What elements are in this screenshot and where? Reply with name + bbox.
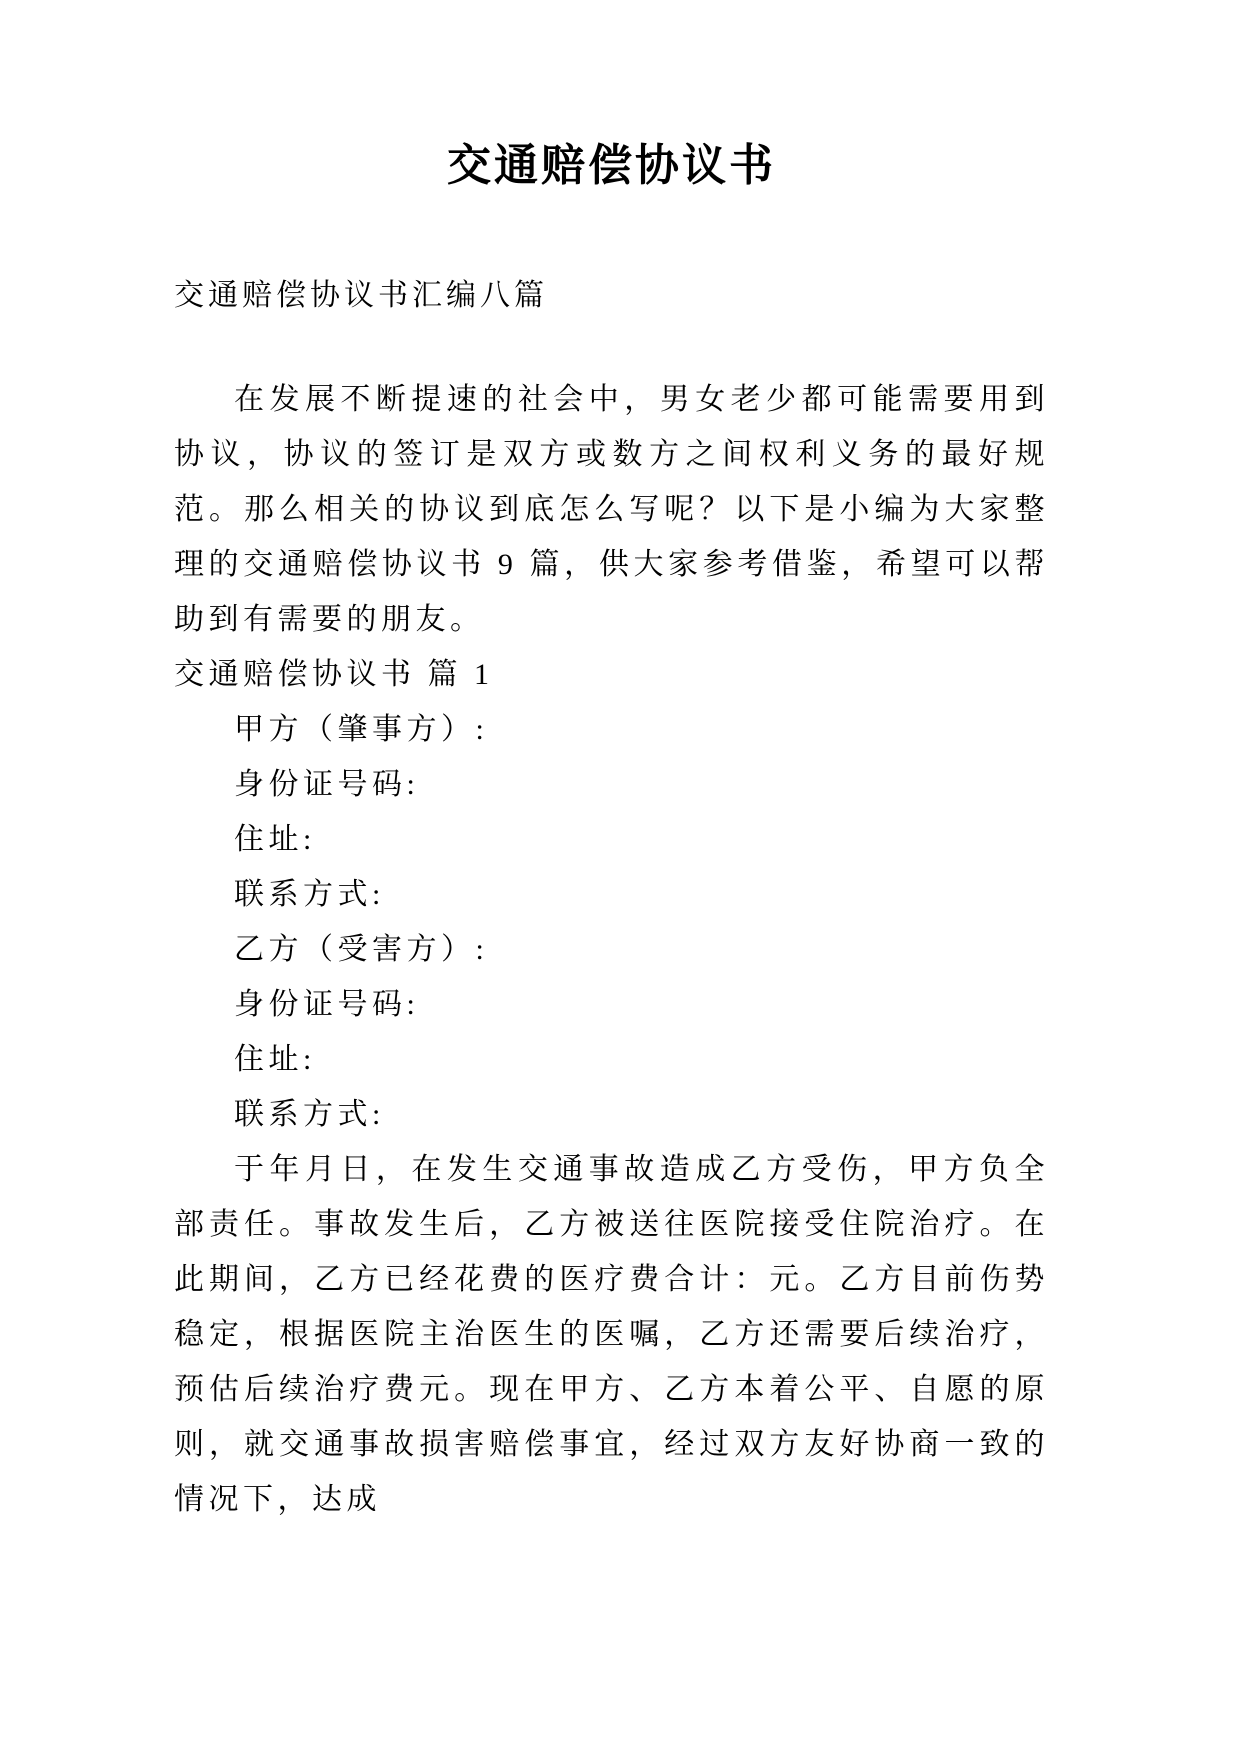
paragraph: 联系方式: xyxy=(234,878,385,911)
document-title: 交通赔偿协议书 xyxy=(447,141,776,190)
paragraph: 乙方（受害方）: xyxy=(234,933,489,966)
document-subtitle: 交通赔偿协议书汇编八篇 xyxy=(174,279,548,312)
document-body xyxy=(174,372,1049,1527)
paragraph: 身份证号码: xyxy=(234,768,420,801)
paragraph: 联系方式: xyxy=(234,1098,385,1131)
paragraph: 住址: xyxy=(234,823,316,856)
paragraph: 于年月日，在发生交通事故造成乙方受伤，甲方负全部责任。事故发生后，乙方被送往医院接受住院治疗。在此期间，乙方已经花费的医疗费合计：元。乙方目前伤势稳定，根据医院主治医生的医嘱，乙方还需要后续治疗，预估后续治疗费元。现在甲方、乙方本着公平、自愿的原则，就交通事故损害赔偿事宜，经过双方友好协商一致的情况下，达成 xyxy=(174,1153,1049,1516)
paragraph: 交通赔偿协议书 篇 1 xyxy=(174,658,494,691)
paragraph: 在发展不断提速的社会中，男女老少都可能需要用到协议，协议的签订是双方或数方之间权利义务的最好规范。那么相关的协议到底怎么写呢？以下是小编为大家整理的交通赔偿协议书 9 篇，供大家参考借鉴，希望可以帮助到有需要的朋友。 xyxy=(174,383,1049,636)
paragraph: 住址: xyxy=(234,1043,316,1076)
paragraph: 身份证号码: xyxy=(234,988,420,1021)
paragraph: 甲方（肇事方）: xyxy=(234,713,489,746)
